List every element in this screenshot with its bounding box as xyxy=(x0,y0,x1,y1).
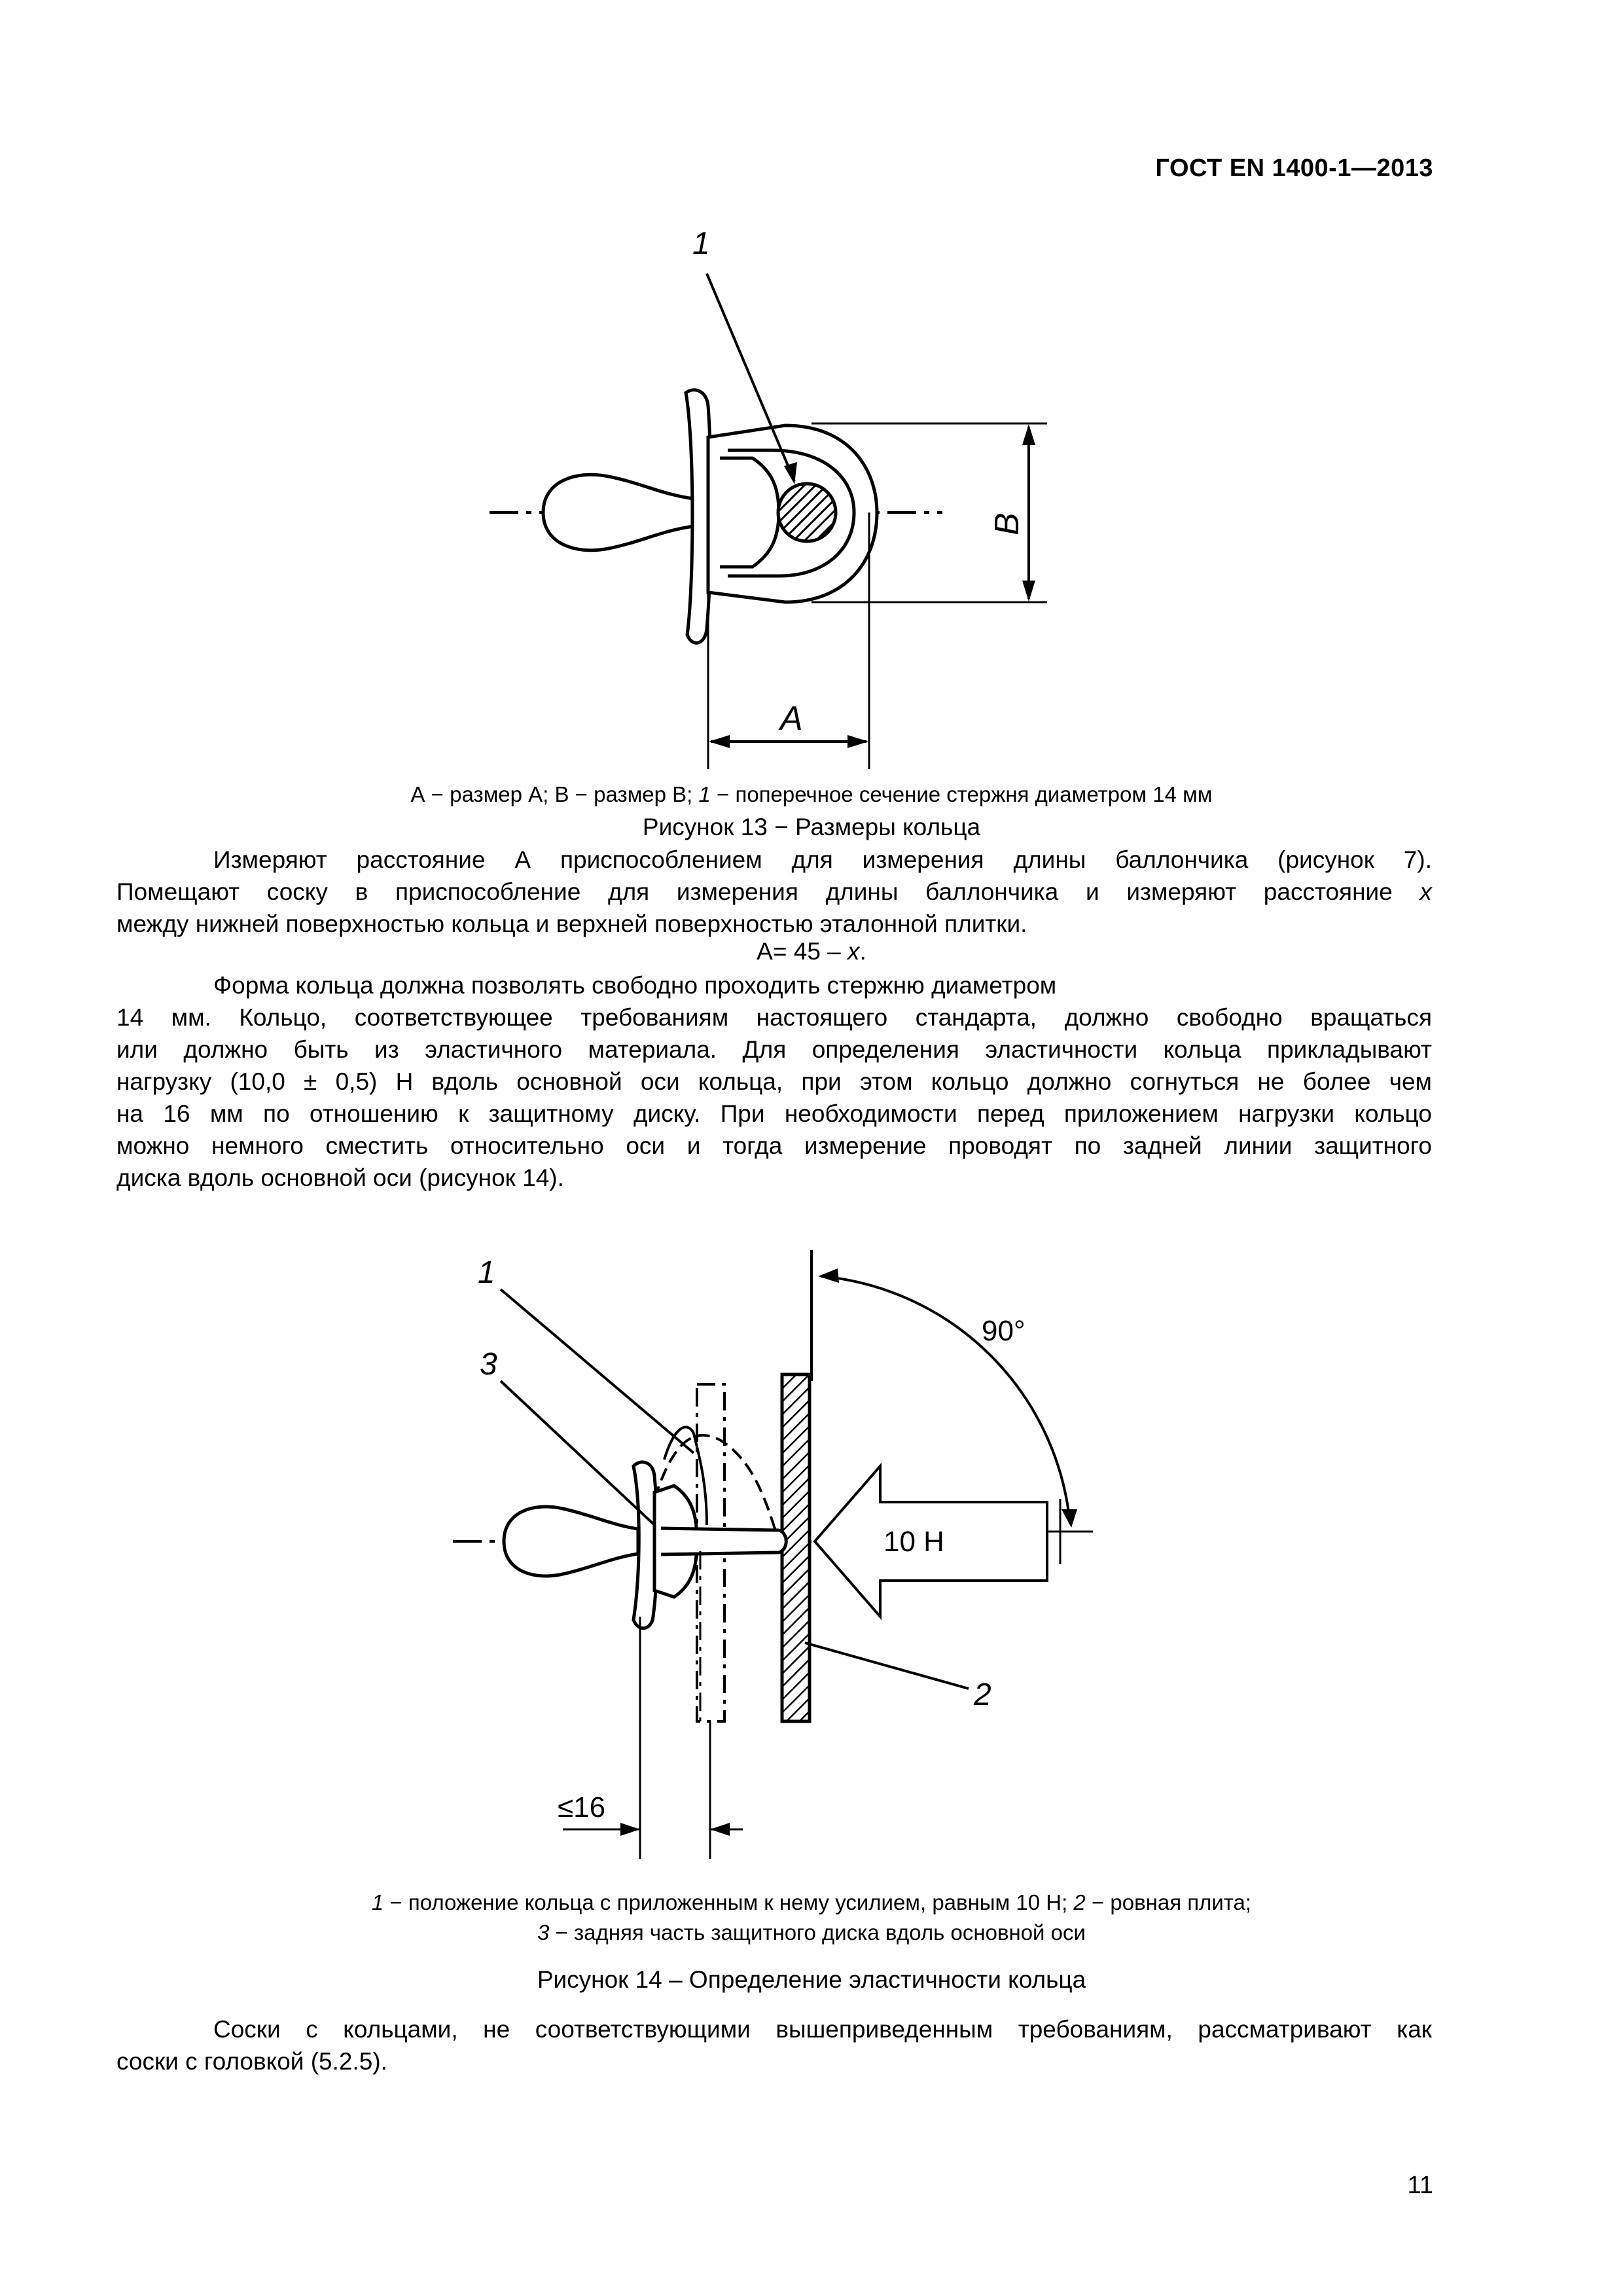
force-label: 10 Н xyxy=(883,1526,944,1558)
document-code-header: ГОСТ EN 1400-1—2013 xyxy=(1155,154,1433,182)
figure-13-legend: А − размер А; В − размер В; 1 − поперечное сечение стержня диаметром 14 мм xyxy=(410,782,1213,806)
figure-14-drawing xyxy=(0,1211,1623,1898)
callout-3: 3 xyxy=(480,1347,497,1382)
text-line: соски с головкой (5.2.5). xyxy=(116,2048,387,2075)
figure-13-drawing xyxy=(0,0,1623,818)
formula: А= 45 – x. xyxy=(757,938,866,965)
text-line: или должно быть из эластичного материала. Для определения эластичности кольца прикладывают xyxy=(116,1036,1432,1063)
paragraph-conclusion xyxy=(116,2013,1432,2077)
text-line: на 16 мм по отношению к защитному диску. При необходимости перед приложением нагрузки кольцо xyxy=(116,1100,1432,1127)
text-line: нагрузку (10,0 ± 0,5) Н вдоль основной оси кольца, при этом кольцо должно согнуться не более чем xyxy=(116,1068,1432,1095)
callout-1: 1 xyxy=(478,1255,495,1290)
dimension-b-label: B xyxy=(988,512,1026,535)
angle-label: 90° xyxy=(982,1315,1026,1347)
page-number: 11 xyxy=(1407,2172,1433,2199)
text-line: Соски с кольцами, не соответствующими вышеприведенным требованиям, рассматривают как xyxy=(213,2016,1432,2043)
limit-label: ≤16 xyxy=(558,1791,606,1823)
text-line: Измеряют расстояние А приспособлением для измерения длины баллончика (рисунок 7). xyxy=(213,846,1432,873)
callout-1: 1 xyxy=(692,226,710,261)
text-line: Помещают соску в приспособление для измерения длины баллончика и измеряют расстояние x xyxy=(116,878,1432,905)
text-line: Форма кольца должна позволять свободно проходить стержню диаметром xyxy=(213,972,1057,999)
text-line: между нижней поверхностью кольца и верхней поверхностью эталонной плитки. xyxy=(116,910,1027,937)
text-line: 14 мм. Кольцо, соответствующее требованиям настоящего стандарта, должно свободно вращаться xyxy=(116,1004,1432,1031)
callout-2: 2 xyxy=(974,1677,991,1712)
text-line: диска вдоль основной оси (рисунок 14). xyxy=(116,1164,564,1191)
figure-14-legend-line-1: 1 − положение кольца с приложенным к нему усилием, равным 10 Н; 2 − ровная плита; xyxy=(371,1890,1252,1914)
paragraph-ring-shape xyxy=(116,969,1432,1194)
text-line: можно немного сместить относительно оси и тогда измерение проводят по задней линии защитного xyxy=(116,1132,1432,1159)
paragraph-measurement xyxy=(116,844,1432,940)
figure-13-title: Рисунок 13 − Размеры кольца xyxy=(642,814,981,840)
figure-14-title: Рисунок 14 – Определение эластичности кольца xyxy=(537,1966,1086,1993)
dimension-a-label: A xyxy=(780,700,803,738)
figure-14-legend-line-2: 3 − задняя часть защитного диска вдоль основной оси xyxy=(537,1920,1086,1945)
